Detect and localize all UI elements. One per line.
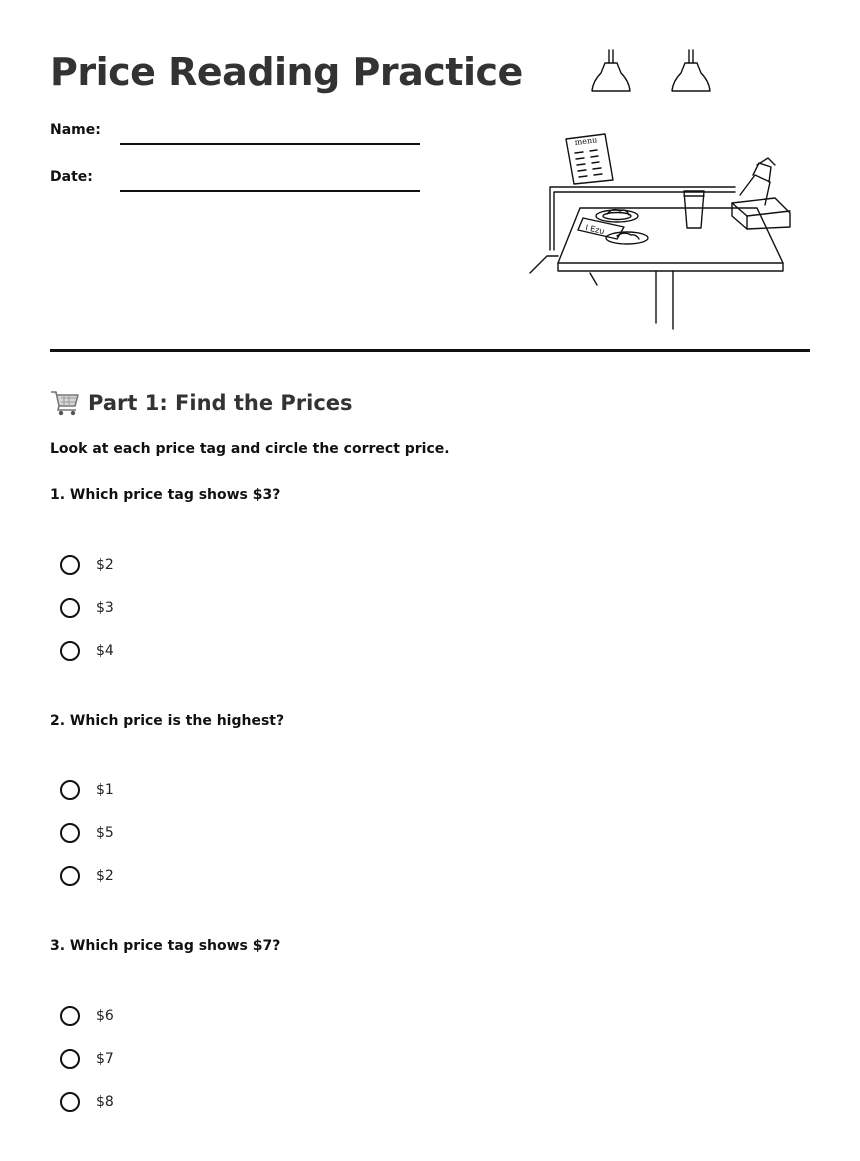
cash-register-icon	[732, 158, 790, 229]
part1-heading-text: Part 1: Find the Prices	[88, 391, 353, 415]
shopping-cart-icon	[50, 389, 80, 417]
radio-circle[interactable]	[60, 1092, 80, 1112]
option-label: $2	[96, 868, 114, 884]
menu-board-icon	[566, 134, 613, 184]
option-label: $1	[96, 782, 114, 798]
radio-circle[interactable]	[60, 866, 80, 886]
receipt-text: I Ezu	[584, 223, 606, 236]
name-field-line[interactable]	[120, 143, 420, 145]
option-label: $2	[96, 557, 114, 573]
radio-circle[interactable]	[60, 598, 80, 618]
date-label: Date:	[50, 169, 93, 185]
option-label: $5	[96, 825, 114, 841]
answer-option[interactable]	[60, 820, 114, 846]
answer-option[interactable]	[60, 1003, 114, 1029]
answer-option[interactable]	[60, 552, 114, 578]
radio-circle[interactable]	[60, 1049, 80, 1069]
page-title: Price Reading Practice	[50, 50, 523, 94]
radio-circle[interactable]	[60, 823, 80, 843]
section-divider	[50, 349, 810, 352]
option-label: $3	[96, 600, 114, 616]
option-label: $7	[96, 1051, 114, 1067]
part1-instructions: Look at each price tag and circle the correct price.	[50, 441, 450, 457]
answer-option[interactable]	[60, 1046, 114, 1072]
date-field-line[interactable]	[120, 190, 420, 192]
question-2: 2. Which price is the highest?	[50, 713, 285, 729]
option-label: $8	[96, 1094, 114, 1110]
menu-text: menu	[574, 135, 598, 147]
question-3: 3. Which price tag shows $7?	[50, 938, 281, 954]
option-label: $6	[96, 1008, 114, 1024]
answer-option[interactable]	[60, 777, 114, 803]
answer-option[interactable]	[60, 638, 114, 664]
answer-option[interactable]	[60, 863, 114, 889]
radio-circle[interactable]	[60, 780, 80, 800]
ceiling-lamp-icon	[672, 50, 710, 91]
option-label: $4	[96, 643, 114, 659]
answer-option[interactable]	[60, 595, 114, 621]
diner-illustration	[525, 45, 795, 335]
radio-circle[interactable]	[60, 555, 80, 575]
question-1: 1. Which price tag shows $3?	[50, 487, 281, 503]
answer-option[interactable]	[60, 1089, 114, 1115]
radio-circle[interactable]	[60, 641, 80, 661]
part1-heading	[50, 389, 353, 417]
radio-circle[interactable]	[60, 1006, 80, 1026]
name-label: Name:	[50, 122, 101, 138]
ceiling-lamp-icon	[592, 50, 630, 91]
